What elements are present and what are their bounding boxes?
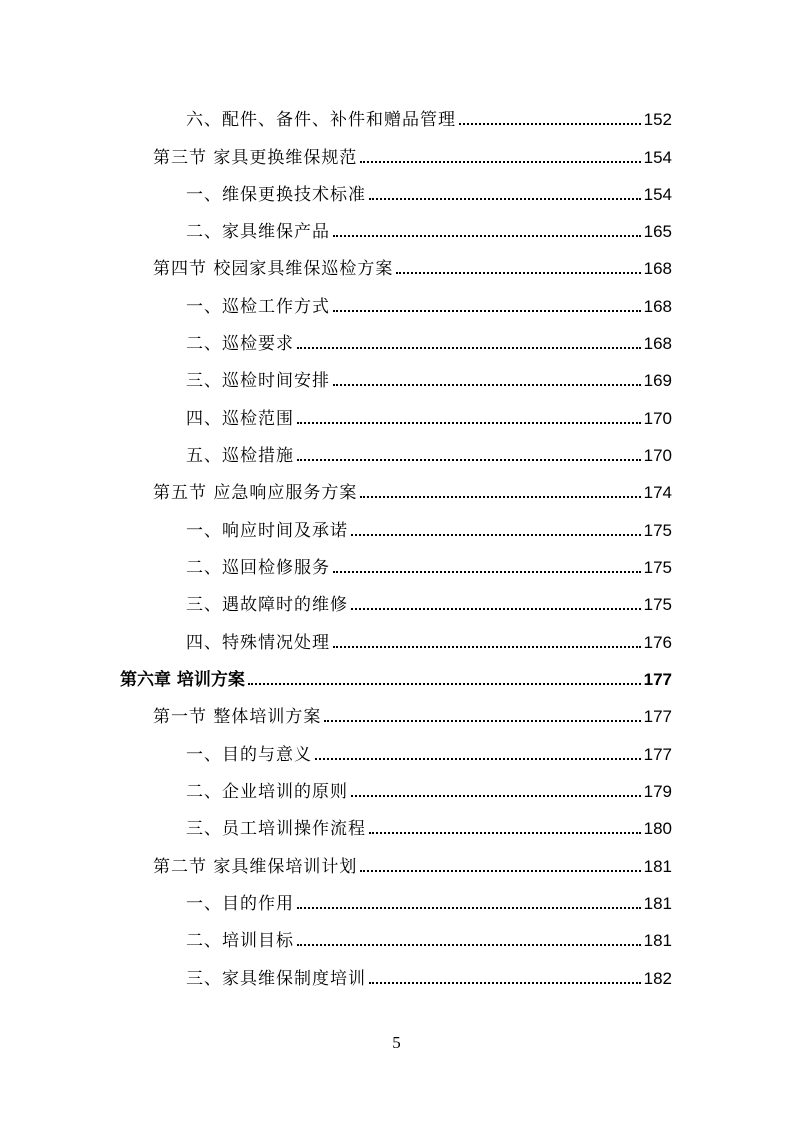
toc-entry-page: 170: [643, 446, 672, 465]
toc-entry-title: 二、家具维保产品: [186, 222, 330, 242]
toc-entry[interactable]: [0, 326, 793, 354]
toc-entry-title: 三、遇故障时的维修: [186, 595, 348, 615]
toc-entry[interactable]: [0, 214, 793, 242]
toc-entry-page: 175: [643, 595, 672, 614]
toc-entry[interactable]: [0, 363, 793, 391]
dot-leader: [459, 122, 641, 125]
dot-leader: [360, 160, 640, 163]
toc-entry-page: 176: [643, 633, 672, 652]
toc-entry[interactable]: [0, 774, 793, 802]
dot-leader: [297, 421, 641, 424]
toc-entry-page: 169: [643, 371, 672, 390]
toc-entry-title: 二、巡检要求: [186, 334, 294, 354]
toc-entry-title: 一、巡检工作方式: [186, 297, 330, 317]
dot-leader: [333, 383, 641, 386]
toc-entry-title: 第三节 家具更换维保规范: [153, 148, 358, 168]
dot-leader: [333, 645, 641, 648]
toc-entry[interactable]: [0, 886, 793, 914]
toc-entry-title: 二、企业培训的原则: [186, 782, 348, 802]
toc-entry-page: 165: [643, 222, 672, 241]
toc-entry[interactable]: [0, 289, 793, 317]
toc-entry-title: 一、目的作用: [186, 894, 294, 914]
dot-leader: [297, 346, 641, 349]
toc-entry[interactable]: [0, 587, 793, 615]
dot-leader: [297, 906, 641, 909]
toc-entry-title: 一、维保更换技术标准: [186, 185, 366, 205]
toc-entry-title: 二、巡回检修服务: [186, 558, 330, 578]
toc-entry-page: 168: [643, 334, 672, 353]
toc-entry-page: 175: [643, 521, 672, 540]
toc-entry[interactable]: [0, 849, 793, 877]
toc-entry[interactable]: [0, 251, 793, 279]
toc-entry[interactable]: [0, 737, 793, 765]
toc-entry-title: 六、配件、备件、补件和赠品管理: [186, 110, 456, 130]
dot-leader: [360, 869, 640, 872]
toc-entry[interactable]: [0, 625, 793, 653]
toc-entry[interactable]: [0, 513, 793, 541]
toc-entry-page: 180: [643, 819, 672, 838]
toc-entry[interactable]: [0, 177, 793, 205]
toc-entry-title: 一、响应时间及承诺: [186, 521, 348, 541]
toc-entry-page: 154: [643, 185, 672, 204]
toc-entry-page: 177: [643, 707, 672, 726]
toc-entry-title: 三、员工培训操作流程: [186, 819, 366, 839]
dot-leader: [396, 271, 640, 274]
toc-entry-title: 一、目的与意义: [186, 745, 312, 765]
dot-leader: [333, 570, 641, 573]
dot-leader: [315, 757, 641, 760]
dot-leader: [351, 533, 641, 536]
toc-entry-title: 四、巡检范围: [186, 409, 294, 429]
toc-entry[interactable]: [0, 961, 793, 989]
toc-entry[interactable]: [0, 140, 793, 168]
dot-leader: [333, 309, 641, 312]
dot-leader: [297, 943, 641, 946]
toc-entry-chapter[interactable]: [0, 662, 793, 690]
toc-entry-page: 168: [643, 259, 672, 278]
dot-leader: [297, 458, 641, 461]
toc-entry-title: 三、巡检时间安排: [186, 371, 330, 391]
toc-entry-title: 第二节 家具维保培训计划: [153, 857, 358, 877]
dot-leader: [351, 794, 641, 797]
toc-entry-title: 三、家具维保制度培训: [186, 969, 366, 989]
toc-entry-title: 第六章 培训方案: [120, 670, 245, 690]
toc-entry[interactable]: [0, 475, 793, 503]
toc-entry-page: 174: [643, 483, 672, 502]
toc-entry-title: 第五节 应急响应服务方案: [153, 483, 358, 503]
toc-entry-page: 175: [643, 558, 672, 577]
toc-entry-title: 五、巡检措施: [186, 446, 294, 466]
page-number: 5: [392, 1033, 401, 1052]
dot-leader: [360, 495, 640, 498]
dot-leader: [369, 981, 641, 984]
toc-entry-title: 第四节 校园家具维保巡检方案: [153, 259, 394, 279]
dot-leader: [369, 197, 641, 200]
toc-entry-page: 179: [643, 782, 672, 801]
toc-entry-page: 177: [643, 745, 672, 764]
toc-entry[interactable]: [0, 102, 793, 130]
toc-entry-page: 168: [643, 297, 672, 316]
toc-entry-page: 181: [643, 931, 672, 950]
toc-entry-page: 181: [643, 894, 672, 913]
toc-entry[interactable]: [0, 811, 793, 839]
dot-leader: [333, 234, 641, 237]
toc-entry-page: 177: [643, 670, 672, 689]
dot-leader: [324, 719, 640, 722]
toc-entry-title: 二、培训目标: [186, 931, 294, 951]
dot-leader: [248, 682, 641, 685]
toc-entry-page: 170: [643, 409, 672, 428]
toc-entry[interactable]: [0, 438, 793, 466]
toc-entry[interactable]: [0, 550, 793, 578]
toc-entry[interactable]: [0, 699, 793, 727]
toc-entry[interactable]: [0, 923, 793, 951]
dot-leader: [351, 607, 641, 610]
toc-entry-page: 154: [643, 148, 672, 167]
dot-leader: [369, 831, 641, 834]
toc-entry-title: 第一节 整体培训方案: [153, 707, 322, 727]
toc-entry-page: 182: [643, 969, 672, 988]
toc-entry[interactable]: [0, 401, 793, 429]
toc-entry-page: 181: [643, 857, 672, 876]
toc-entry-page: 152: [643, 110, 672, 129]
toc-entry-title: 四、特殊情况处理: [186, 633, 330, 653]
